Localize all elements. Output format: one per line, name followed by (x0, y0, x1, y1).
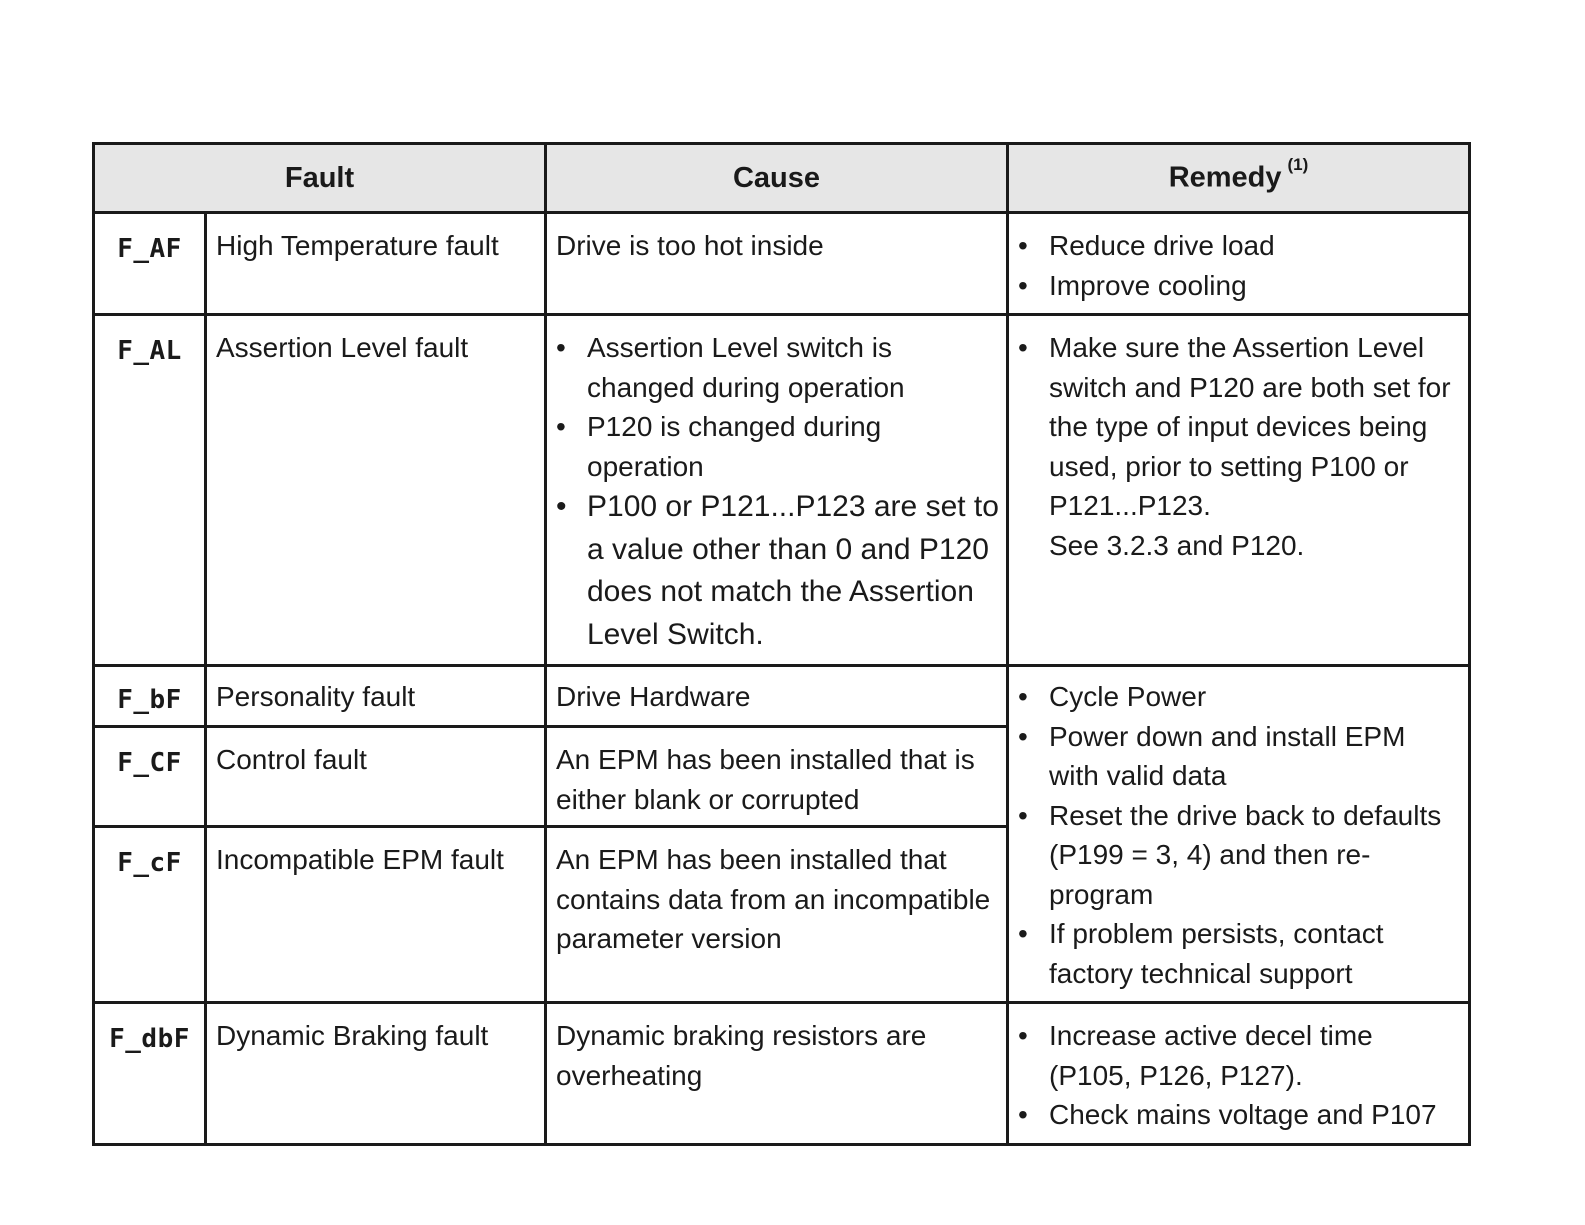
cause-text: Drive is too hot inside (556, 230, 824, 261)
fault-code-cell (94, 727, 206, 827)
remedy-item: • If problem persists, contact factory technical support (1049, 914, 1462, 993)
remedy-item (1049, 328, 1462, 565)
fault-code: F_CF (117, 748, 182, 779)
remedy-footnote-marker: (1) (1287, 155, 1309, 175)
cause-text: An EPM has been installed that contains data from an incompatible parameter version (556, 844, 991, 955)
remedy-list (1009, 316, 1468, 573)
fault-name: Assertion Level fault (216, 332, 469, 363)
remedy-item: • Increase active decel time (P105, P126, P127). (1049, 1016, 1462, 1095)
cause-item: • Assertion Level switch is changed during operation (587, 328, 1000, 407)
fault-name: Dynamic Braking fault (216, 1020, 489, 1051)
cause-cell (546, 827, 1008, 1003)
fault-name-cell (206, 1003, 546, 1145)
fault-code: F_AF (117, 234, 182, 264)
fault-code-cell (94, 827, 206, 1003)
fault-name: Incompatible EPM fault (216, 844, 504, 876)
remedy-item: • Reset the drive back to defaults (P199 = 3, 4) and then re-program (1049, 796, 1462, 915)
remedy-item: • Power down and install EPM with valid data (1049, 717, 1462, 796)
header-remedy-label: Remedy (1168, 161, 1282, 194)
see-reference: See 3.2.3 and P120. (1049, 529, 1305, 561)
remedy-list (1009, 214, 1468, 313)
fault-name: Control fault (216, 744, 367, 776)
remedy-item: • Improve cooling (1049, 266, 1462, 306)
fault-code: F_AL (117, 336, 182, 366)
header-cause-label: Cause (732, 161, 821, 194)
cause-text: Dynamic braking resistors are overheating (556, 1020, 927, 1091)
shared-remedy-list (1009, 667, 1468, 1001)
shared-remedy-cell (1008, 666, 1470, 1003)
fault-name-cell (206, 727, 546, 827)
table-row (94, 315, 1470, 666)
cause-item: • P120 is changed during operation (587, 407, 1000, 486)
fault-name: Personality fault (216, 681, 416, 712)
remedy-cell (1008, 213, 1470, 315)
cause-cell (546, 666, 1008, 727)
table-row (94, 213, 1470, 315)
remedy-item: • Reduce drive load (1049, 226, 1462, 266)
remedy-list (1009, 1004, 1468, 1143)
fault-code-cell (94, 1003, 206, 1145)
header-fault-label: Fault (284, 161, 355, 194)
table-row (94, 1003, 1470, 1145)
cause-cell (546, 1003, 1008, 1145)
remedy-item: • Check mains voltage and P107 (1049, 1095, 1462, 1135)
fault-code: F_bF (117, 685, 182, 715)
remedy-item-text: Make sure the Assertion Level switch and P120 are both set for the type of input devices being used, prior to setting P100 or P121...P123. (1049, 332, 1451, 521)
fault-code-cell (94, 315, 206, 666)
cause-list (547, 316, 1006, 664)
header-row (94, 144, 1470, 213)
fault-table (92, 142, 1471, 1146)
cause-item: • P100 or P121...P123 are set to a value other than 0 and P120 does not match the Assertion Level Switch. (587, 486, 1000, 656)
fault-name-cell (206, 315, 546, 666)
fault-code: F_cF (117, 848, 182, 879)
fault-name-cell (206, 213, 546, 315)
cause-text: An EPM has been installed that is either blank or corrupted (556, 744, 975, 815)
cause-cell (546, 315, 1008, 666)
header-cause (546, 144, 1008, 213)
fault-code-cell (94, 213, 206, 315)
fault-code-cell (94, 666, 206, 727)
fault-name-cell (206, 827, 546, 1003)
fault-name-cell (206, 666, 546, 727)
remedy-item: • Cycle Power (1049, 677, 1462, 717)
remedy-cell (1008, 315, 1470, 666)
cause-cell (546, 727, 1008, 827)
header-remedy (1008, 144, 1470, 213)
fault-code: F_dbF (109, 1024, 190, 1054)
remedy-cell (1008, 1003, 1470, 1145)
table-row (94, 666, 1470, 727)
header-fault (94, 144, 546, 213)
cause-text: Drive Hardware (556, 681, 751, 712)
fault-name: High Temperature fault (216, 230, 499, 261)
cause-cell (546, 213, 1008, 315)
